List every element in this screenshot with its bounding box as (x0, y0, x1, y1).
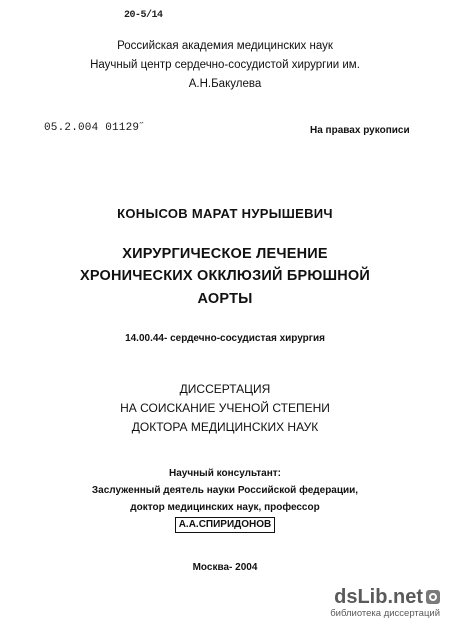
institution-line-2: Научный центр сердечно-сосудистой хирургии им. (90, 59, 360, 71)
institution-line-1: Российская академия медицинских наук (117, 40, 333, 52)
city-year: Москва- 2004 (192, 562, 258, 573)
consultant-label: Научный консультант: (168, 468, 282, 479)
watermark-logo-text: dsLib.net (334, 586, 423, 608)
dissertation-line-2: НА СОИСКАНИЕ УЧЕНОЙ СТЕПЕНИ (120, 401, 330, 415)
consultant-line-1: Заслуженный деятель науки Российской федерации, (91, 485, 359, 496)
library-logo-icon (426, 590, 440, 604)
watermark-logo[interactable] (334, 586, 440, 608)
author-name: КОНЫСОВ МАРАТ НУРЫШЕВИЧ (117, 206, 333, 221)
dissertation-line-1: ДИССЕРТАЦИЯ (179, 382, 271, 396)
archive-mark: 05.2.004 01129˝ (44, 122, 147, 134)
title-line-1: ХИРУРГИЧЕСКОЕ ЛЕЧЕНИЕ (122, 246, 328, 262)
handwritten-stamp: 20-5/14 (124, 10, 163, 21)
institution-line-3: А.Н.Бакулева (188, 78, 262, 90)
rights-label: На правах рукописи (310, 125, 410, 136)
specialty-code: 14.00.44- сердечно-сосудистая хирургия (125, 333, 325, 344)
consultant-name-wrap (0, 514, 450, 533)
consultant-line-2: доктор медицинских наук, профессор (130, 502, 320, 513)
title-line-3: АОРТЫ (197, 291, 253, 307)
watermark (300, 586, 440, 620)
watermark-subtitle: библиотека диссертаций (330, 608, 440, 619)
consultant-name: А.А.СПИРИДОНОВ (175, 517, 276, 533)
title-line-2: ХРОНИЧЕСКИХ ОККЛЮЗИЙ БРЮШНОЙ (79, 268, 371, 284)
dissertation-line-3: ДОКТОРА МЕДИЦИНСКИХ НАУК (131, 420, 319, 434)
